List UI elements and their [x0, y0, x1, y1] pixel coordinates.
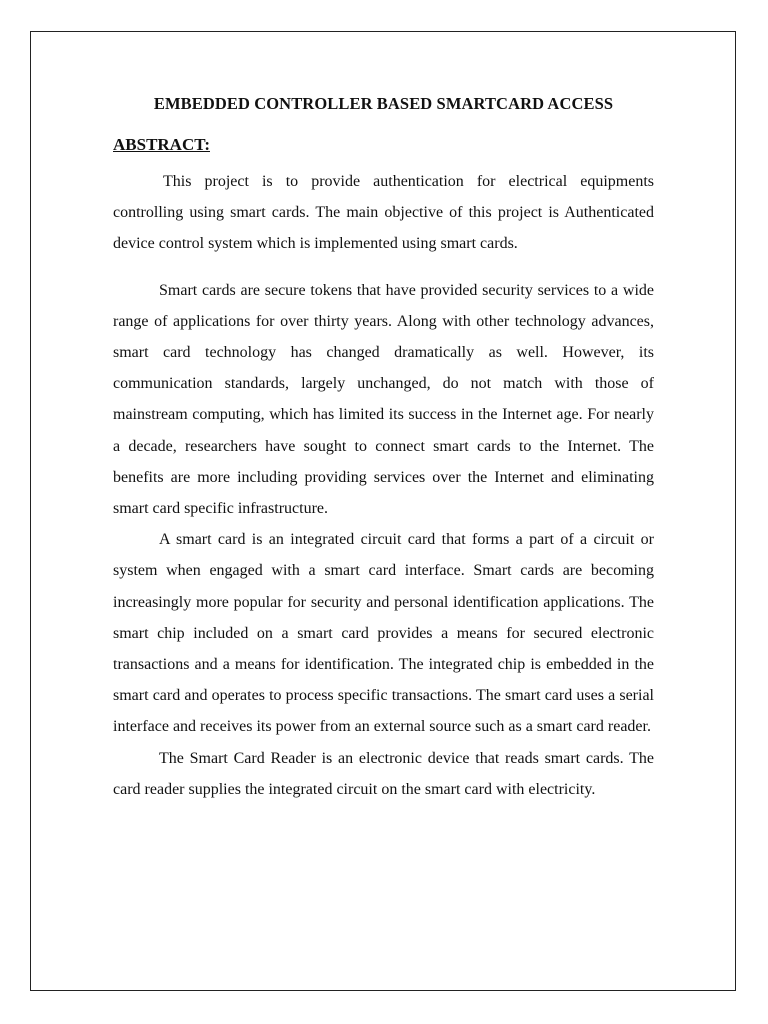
- paragraph-3: A smart card is an integrated circuit card that forms a part of a circuit or system when engaged with a smart card interface. Smart cards are becoming increasingly more popular for security and personal identification applications. The smart chip included on a smart card provides a means for secured electronic transactions and a means for identification. The integrated chip is embedded in the smart card and operates to process specific transactions. The smart card uses a serial interface and receives its power from an external source such as a smart card reader.: [113, 531, 654, 736]
- document-title: EMBEDDED CONTROLLER BASED SMARTCARD ACCESS: [153, 94, 614, 113]
- document-body: [113, 90, 654, 805]
- paragraph-4: The Smart Card Reader is an electronic device that reads smart cards. The card reader supplies the integrated circuit on the smart card with electricity.: [113, 749, 654, 798]
- paragraph-2: Smart cards are secure tokens that have provided security services to a wide range of applications for over thirty years. Along with other technology advances, smart card technology has changed dramatically as well. However, its communication standards, largely unchanged, do not match with those of mainstream computing, which has limited its success in the Internet age. For nearly a decade, researchers have sought to connect smart cards to the Internet. The benefits are more including providing services over the Internet and eliminating smart card specific infrastructure.: [113, 281, 654, 518]
- paragraph-1: This project is to provide authentication for electrical equipments controlling using smart cards. The main objective of this project is Authenticated device control system which is implemented using smart cards.: [113, 173, 654, 253]
- abstract-heading: ABSTRACT:: [113, 135, 210, 154]
